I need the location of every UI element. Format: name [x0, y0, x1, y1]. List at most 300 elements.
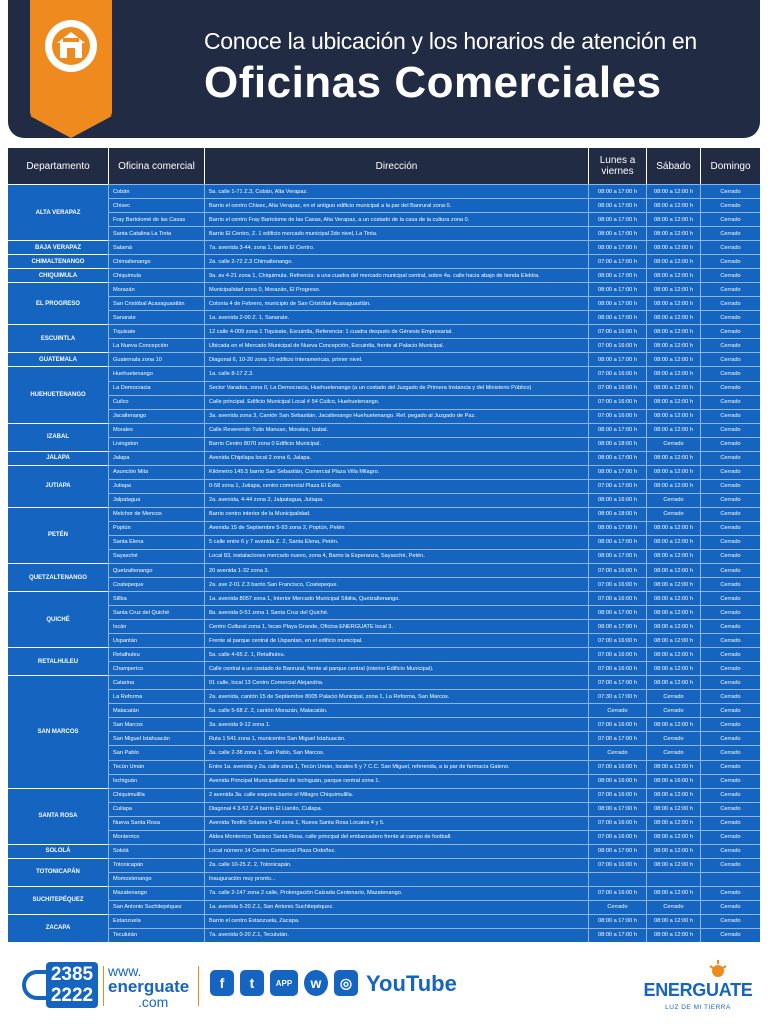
- office-name: Monterrico: [108, 830, 204, 844]
- office-name: Chiquimulilla: [108, 788, 204, 802]
- hours-saturday: 08:00 a 12:00 h: [646, 310, 700, 324]
- office-address: Calle central a un costado de Banrural, frente al parque central (interior Edificio Municipal).: [204, 661, 588, 675]
- hours-weekday: 08:00 a 17:00 h: [588, 352, 646, 366]
- office-address: Barrio el centro Chisec, Alta Verapaz, en el antiguo edificio municipal a la par del Banrural zona 0.: [204, 198, 588, 212]
- office-address: Entre 1a. avenida y 2a. calle zona 1, Tecún Umán, locales 6 y 7 C.C. San Miguel, referenda, a la par de farmacia Galeno.: [204, 760, 588, 774]
- office-name: Coatepeque: [108, 577, 204, 591]
- office-address: Sector Varados, zona 0, La Democracia, Huehuetenango (a un costado del Juzgado de Primera Instancia y del Ministerio Público): [204, 381, 588, 395]
- office-address: 5a. calle 1-71 Z.3, Cobán, Alta Verapaz.: [204, 184, 588, 198]
- website-link[interactable]: [108, 964, 189, 1009]
- hours-weekday: 07:00 a 16:00 h: [588, 858, 646, 872]
- hours-sunday: Cerrado: [700, 479, 760, 493]
- hours-weekday: 08:00 a 17:00 h: [588, 465, 646, 479]
- hours-saturday: 08:00 a 12:00 h: [646, 254, 700, 268]
- hours-weekday: Cerrado: [588, 745, 646, 759]
- facebook-icon[interactable]: f: [210, 970, 234, 996]
- energuate-logo: [640, 960, 756, 1020]
- office-address: Barrio Centro 8070 zona 0 Edificio Municipal.: [204, 437, 588, 451]
- office-address: 2 avenida 3a. calle esquina barrio el Milagro Chiquimulilla.: [204, 788, 588, 802]
- office-name: Morales: [108, 423, 204, 437]
- hours-sunday: Cerrado: [700, 493, 760, 507]
- hours-sunday: Cerrado: [700, 647, 760, 661]
- office-name: Jutiapa: [108, 479, 204, 493]
- col-departamento: Departamento: [26, 160, 90, 172]
- phone-top: 2385: [50, 964, 94, 985]
- dept-cell: CHIMALTENANGO: [8, 254, 108, 268]
- hours-weekday: 08:00 a 17:00 h: [588, 310, 646, 324]
- col-direccion: Dirección: [204, 148, 588, 184]
- hours-sunday: Cerrado: [700, 675, 760, 689]
- office-address: 7a. avenida 0-20 Z.1, Teculután.: [204, 928, 588, 942]
- office-address: Aldea Monterrico Taxisco Santa Rosa, calle principal del embarcadero frente al campo de football.: [204, 830, 588, 844]
- hours-weekday: 07:00 a 16:00 h: [588, 324, 646, 338]
- web-prefix: www.: [108, 963, 142, 979]
- dept-cell: QUETZALTENANGO: [8, 563, 108, 591]
- hours-weekday: 08:00 a 17:00 h: [588, 844, 646, 858]
- hours-sunday: Cerrado: [700, 381, 760, 395]
- office-name: Nueva Santa Rosa: [108, 816, 204, 830]
- hours-sunday: Cerrado: [700, 886, 760, 900]
- hours-weekday: 08:00 a 17:00 h: [588, 198, 646, 212]
- hours-saturday: Cerrado: [646, 437, 700, 451]
- dept-cell: RETALHULEU: [8, 647, 108, 675]
- sun-icon: [708, 960, 728, 982]
- office-address: 7a. avenida 3-44, zona 1, barrio El Centro.: [204, 240, 588, 254]
- hours-saturday: 08:00 a 12:00 h: [646, 633, 700, 647]
- office-name: Santa Elena: [108, 535, 204, 549]
- office-address: 9a. av 4-21 zona 1, Chiquimula. Refrencia: a una cuadra del mercado municipal central, sobre 4a. calle hacia abajo de tienda Elektra.: [204, 268, 588, 282]
- hours-saturday: 08:00 a 12:00 h: [646, 465, 700, 479]
- hours-saturday: 08:00 a 12:00 h: [646, 198, 700, 212]
- hours-weekday: 08:00 a 17:00 h: [588, 212, 646, 226]
- office-address: Barrio centro interior de la Municipalidad.: [204, 507, 588, 521]
- hours-saturday: 08:00 a 12:00 h: [646, 577, 700, 591]
- office-address: 5a. calle 4-65 Z. 1, Retalhuleu.: [204, 647, 588, 661]
- office-address: 2a. calle 2-72 Z.3 Chimaltenango.: [204, 254, 588, 268]
- office-name: Estanzuela: [108, 914, 204, 928]
- hours-weekday: 07:00 a 16:00 h: [588, 830, 646, 844]
- hours-sunday: Cerrado: [700, 296, 760, 310]
- hours-sunday: Cerrado: [700, 521, 760, 535]
- office-address: 12 calle 4-009 zona 1 Tiquisate, Escuintla, Referencia: 1 cuadra después de Génesis Empresarial.: [204, 324, 588, 338]
- office-address: Avenida 15 de Septiembre 5-93 zona 2, Poptún, Petén: [204, 521, 588, 535]
- hours-saturday: 08:00 a 12:00 h: [646, 830, 700, 844]
- hours-sunday: Cerrado: [700, 703, 760, 717]
- hours-saturday: 08:00 a 12:00 h: [646, 802, 700, 816]
- hours-saturday: 08:00 a 12:00 h: [646, 240, 700, 254]
- office-name: Jacaltenango: [108, 409, 204, 423]
- divider: [198, 966, 199, 1006]
- hours-weekday: 07:00 a 16:00 h: [588, 381, 646, 395]
- hours-weekday: 07:00 a 16:00 h: [588, 816, 646, 830]
- office-name: Quetzaltenango: [108, 563, 204, 577]
- hours-weekday: 08:00 a 17:00 h: [588, 549, 646, 563]
- hours-sunday: Cerrado: [700, 830, 760, 844]
- hours-weekday: 08:00 a 16:00 h: [588, 493, 646, 507]
- hours-saturday: 08:00 a 12:00 h: [646, 605, 700, 619]
- hours-weekday: 08:00 a 16:00 h: [588, 774, 646, 788]
- office-name: Ixcán: [108, 619, 204, 633]
- hours-sunday: Cerrado: [700, 282, 760, 296]
- office-name: Sanarate: [108, 310, 204, 324]
- hours-saturday: 08:00 a 12:00 h: [646, 395, 700, 409]
- phone-icon: [22, 970, 46, 1000]
- hours-saturday: 08:00 a 12:00 h: [646, 844, 700, 858]
- office-address: 3a. avenida zona 3, Cantón San Sebastián, Jacaltenango Huehuetenango. Ref. pegado al Juzgado de Paz.: [204, 409, 588, 423]
- hours-sunday: Cerrado: [700, 465, 760, 479]
- hours-saturday: 08:00 a 12:00 h: [646, 549, 700, 563]
- office-name: Chisec: [108, 198, 204, 212]
- hours-weekday: 07:00 a 17:00 h: [588, 675, 646, 689]
- hours-weekday: 08:00 a 17:00 h: [588, 226, 646, 240]
- office-address: Inauguración muy pronto...: [204, 872, 588, 886]
- office-name: Jalpatagua: [108, 493, 204, 507]
- office-name: Cuilapa: [108, 802, 204, 816]
- office-name: Fray Bartolomé de las Casas: [108, 212, 204, 226]
- office-name: Cuilco: [108, 395, 204, 409]
- hours-saturday: 08:00 a 12:00 h: [646, 268, 700, 282]
- hours-sunday: Cerrado: [700, 774, 760, 788]
- hours-sunday: Cerrado: [700, 395, 760, 409]
- office-address: Municipalidad zona 0, Morazán, El Progreso.: [204, 282, 588, 296]
- hours-weekday: 08:00 a 17:00 h: [588, 184, 646, 198]
- hours-sunday: Cerrado: [700, 184, 760, 198]
- office-name: Ixchiguán: [108, 774, 204, 788]
- hours-weekday: 08:00 a 17:00 h: [588, 296, 646, 310]
- hours-weekday: 07:00 a 16:00 h: [588, 886, 646, 900]
- office-name: Totonicapán: [108, 858, 204, 872]
- office-name: Sayaxché: [108, 549, 204, 563]
- office-name: La Nueva Concepción: [108, 338, 204, 352]
- office-name: Teculután: [108, 928, 204, 942]
- col-sabado: Sábado: [646, 148, 700, 184]
- hours-saturday: 08:00 a 12:00 h: [646, 226, 700, 240]
- hours-sunday: Cerrado: [700, 549, 760, 563]
- office-name: Guatemala zona 10: [108, 352, 204, 366]
- col-lunes-viernes: Lunes a viernes: [588, 148, 646, 184]
- hours-saturday: 08:00 a 12:00 h: [646, 760, 700, 774]
- hours-sunday: Cerrado: [700, 563, 760, 577]
- office-name: Santa Cruz del Quiché: [108, 605, 204, 619]
- hours-saturday: 08:00 a 12:00 h: [646, 886, 700, 900]
- office-address: 2a. avenida, 4-44 zona 2, Jalpatagua, Jutiapa.: [204, 493, 588, 507]
- hours-saturday: Cerrado: [646, 900, 700, 914]
- office-address: Local número 14 Centro Comercial Plaza Ordoñez.: [204, 844, 588, 858]
- hours-sunday: Cerrado: [700, 423, 760, 437]
- hours-saturday: 08:00 a 12:00 h: [646, 661, 700, 675]
- office-address: 7a. calle 2-147 zona 2 calle, Prolongación Calzada Centenario, Mazatenango.: [204, 886, 588, 900]
- office-name: Chimaltenango: [108, 254, 204, 268]
- hours-saturday: 08:00 a 12:00 h: [646, 212, 700, 226]
- app-icon[interactable]: APP: [270, 970, 298, 996]
- dept-cell: JUTIAPA: [8, 465, 108, 507]
- hours-saturday: 08:00 a 12:00 h: [646, 816, 700, 830]
- hours-sunday: Cerrado: [700, 451, 760, 465]
- hours-weekday: 08:00 a 17:00 h: [588, 619, 646, 633]
- hours-saturday: 08:00 a 12:00 h: [646, 563, 700, 577]
- hours-weekday: 07:00 a 16:00 h: [588, 633, 646, 647]
- divider: [103, 966, 104, 1006]
- hours-saturday: Cerrado: [646, 493, 700, 507]
- office-name: La Democracia: [108, 381, 204, 395]
- hours-saturday: 08:00 a 12:00 h: [646, 423, 700, 437]
- office-name: Melchor de Mencos: [108, 507, 204, 521]
- office-address: 3a. avenida 9-12 zona 1.: [204, 717, 588, 731]
- office-name: Malacatán: [108, 703, 204, 717]
- hours-sunday: Cerrado: [700, 914, 760, 928]
- hours-saturday: Cerrado: [646, 689, 700, 703]
- hours-weekday: 07:00 a 17:00 h: [588, 479, 646, 493]
- hours-sunday: Cerrado: [700, 717, 760, 731]
- hours-sunday: Cerrado: [700, 212, 760, 226]
- hours-weekday: 07:00 a 17:00 h: [588, 731, 646, 745]
- hours-weekday: 08:00 a 17:00 h: [588, 451, 646, 465]
- office-address: 0-58 zona 1, Jutiapa, centro comercial Plaza El Éxito.: [204, 479, 588, 493]
- brand-name: ENERGUATE: [643, 980, 753, 1000]
- hours-weekday: 08:00 a 17:00 h: [588, 928, 646, 942]
- office-name: Mazatenango: [108, 886, 204, 900]
- office-address: Local 83, instalaciones mercado nuevo, zona 4, Barrio la Esperanza, Sayaxché, Petén.: [204, 549, 588, 563]
- hours-sunday: Cerrado: [700, 900, 760, 914]
- office-name: La Reforma: [108, 689, 204, 703]
- hours-weekday: 08:00 a 17:00 h: [588, 914, 646, 928]
- footer: [0, 948, 768, 1024]
- hours-saturday: 08:00 a 12:00 h: [646, 451, 700, 465]
- hours-saturday: 08:00 a 12:00 h: [646, 352, 700, 366]
- dept-cell: PETÉN: [8, 507, 108, 563]
- hours-saturday: 08:00 a 16:00 h: [646, 774, 700, 788]
- hours-sunday: Cerrado: [700, 788, 760, 802]
- office-address: Ruta 1 541 zona 1, municentro San Miguel Ixtahuacán.: [204, 731, 588, 745]
- dept-cell: SANTA ROSA: [8, 788, 108, 844]
- hours-sunday: Cerrado: [700, 858, 760, 872]
- hours-saturday: Cerrado: [646, 703, 700, 717]
- hours-saturday: 08:00 a 12:00 h: [646, 324, 700, 338]
- dept-cell: GUATEMALA: [8, 352, 108, 366]
- hours-weekday: 07:00 a 16:00 h: [588, 717, 646, 731]
- office-name: Momostenango: [108, 872, 204, 886]
- hours-weekday: Cerrado: [588, 703, 646, 717]
- office-name: Santa Catalina La Tinta: [108, 226, 204, 240]
- hours-weekday: [588, 872, 646, 886]
- hours-sunday: Cerrado: [700, 409, 760, 423]
- hours-sunday: Cerrado: [700, 802, 760, 816]
- dept-cell: BAJA VERAPAZ: [8, 240, 108, 254]
- hours-weekday: 08:00 a 18:00 h: [588, 507, 646, 521]
- office-name: Asunción Mita: [108, 465, 204, 479]
- hours-sunday: Cerrado: [700, 268, 760, 282]
- hours-saturday: 08:00 a 12:00 h: [646, 619, 700, 633]
- office-name: San Cristóbal Acasaguastlán: [108, 296, 204, 310]
- hours-sunday: Cerrado: [700, 745, 760, 759]
- page-subtitle: Conoce la ubicación y los horarios de atención en: [204, 28, 697, 54]
- hours-weekday: 07:00 a 16:00 h: [588, 647, 646, 661]
- office-address: 2a. ave 2-01 Z.3 barrio San Francisco, Coatepeque.: [204, 577, 588, 591]
- hours-saturday: 08:00 a 12:00 h: [646, 647, 700, 661]
- hours-weekday: 07:00 a 16:00 h: [588, 395, 646, 409]
- office-location-icon: [30, 0, 112, 118]
- hours-weekday: 07:00 a 16:00 h: [588, 661, 646, 675]
- hours-saturday: 08:00 a 12:00 h: [646, 381, 700, 395]
- office-address: Barrio el centro Fray Bartolome de las Casas, Alta Verapaz, a un costado de la casa de la cultura zona 0.: [204, 212, 588, 226]
- office-address: 1a. avenida 8057 zona 1, Interior Mercado Municipal Sibilia, Quetzaltenango.: [204, 591, 588, 605]
- hours-saturday: 08:00 a 12:00 h: [646, 366, 700, 380]
- page-title: Oficinas Comerciales: [204, 58, 662, 107]
- hours-weekday: 08:00 a 17:00 h: [588, 268, 646, 282]
- table-header: [8, 148, 760, 184]
- hours-weekday: 08:00 a 17:00 h: [588, 535, 646, 549]
- office-name: San Marcos: [108, 717, 204, 731]
- office-address: 1a. avenida 2-00 Z. 1, Sanarate.: [204, 310, 588, 324]
- dept-cell: ZACAPA: [8, 914, 108, 942]
- office-address: Ubicada en el Mercado Municipal de Nueva Concepción, Escuintla, frente al Palacio Municipal.: [204, 338, 588, 352]
- header-banner: [8, 0, 760, 138]
- hours-weekday: 07:00 a 16:00 h: [588, 366, 646, 380]
- hours-saturday: 08:00 a 12:00 h: [646, 338, 700, 352]
- office-name: San Miguel Ixtahuacán: [108, 731, 204, 745]
- hours-saturday: 08:00 a 12:00 h: [646, 788, 700, 802]
- hours-sunday: Cerrado: [700, 352, 760, 366]
- hours-saturday: Cerrado: [646, 507, 700, 521]
- office-address: Diagonal 4 3-52 Z.4 barrio El Llanito, Cuilapa.: [204, 802, 588, 816]
- youtube-icon[interactable]: YouTube: [366, 971, 457, 996]
- hours-sunday: Cerrado: [700, 366, 760, 380]
- hours-weekday: 07:00 a 16:00 h: [588, 591, 646, 605]
- office-name: Chiquimula: [108, 268, 204, 282]
- hours-weekday: 07:00 a 16:00 h: [588, 563, 646, 577]
- twitter-icon[interactable]: t: [240, 970, 264, 996]
- hours-saturday: [646, 872, 700, 886]
- hours-weekday: 07:00 a 16:00 h: [588, 409, 646, 423]
- office-address: Kilómetro 145.5 barrio San Sebastián, Comercial Plaza Villa Milagro.: [204, 465, 588, 479]
- dept-cell: CHIQUIMULA: [8, 268, 108, 282]
- office-address: Colonia 4 de Febrero, municipio de San Cristóbal Acasaguastlán.: [204, 296, 588, 310]
- hours-saturday: 08:00 a 12:00 h: [646, 479, 700, 493]
- hours-weekday: 07:00 a 16:00 h: [588, 577, 646, 591]
- office-address: Barrio el centro Estanzuela, Zacapa.: [204, 914, 588, 928]
- hours-saturday: 08:00 a 12:00 h: [646, 675, 700, 689]
- hours-sunday: Cerrado: [700, 928, 760, 942]
- hours-saturday: 08:00 a 12:00 h: [646, 296, 700, 310]
- dept-cell: SOLOLÁ: [8, 844, 108, 858]
- hours-weekday: 08:00 a 17:00 h: [588, 605, 646, 619]
- web-domain: energuate: [108, 977, 190, 996]
- hours-saturday: 08:00 a 12:00 h: [646, 521, 700, 535]
- hours-sunday: Cerrado: [700, 689, 760, 703]
- hours-sunday: Cerrado: [700, 198, 760, 212]
- hours-saturday: 08:00 a 12:00 h: [646, 535, 700, 549]
- brand-tagline: LUZ DE MI TIERRA: [665, 1004, 731, 1011]
- instagram-icon[interactable]: ◎: [334, 970, 358, 996]
- office-address: 20 avenida 1-32 zona 3.: [204, 563, 588, 577]
- office-name: Poptún: [108, 521, 204, 535]
- office-name: Cobán: [108, 184, 204, 198]
- hours-weekday: 07:00 a 16:00 h: [588, 760, 646, 774]
- dept-cell: ALTA VERAPAZ: [8, 184, 108, 240]
- hours-sunday: Cerrado: [700, 226, 760, 240]
- hours-saturday: 08:00 a 12:00 h: [646, 717, 700, 731]
- hours-weekday: 07:30 a 17:00 h: [588, 689, 646, 703]
- dept-cell: SUCHITEPÉQUEZ: [8, 886, 108, 914]
- office-address: 1a. calle 8-17 Z.3.: [204, 366, 588, 380]
- office-name: Huehuetenango: [108, 366, 204, 380]
- office-address: 1a. avenida 5-20 Z.1, San Antonio Suchitepéquez.: [204, 900, 588, 914]
- office-name: Livingston: [108, 437, 204, 451]
- office-address: Calle principal. Edificio Municipal Local # 54 Cuilco, Huehuetenango.: [204, 395, 588, 409]
- hours-sunday: Cerrado: [700, 254, 760, 268]
- hours-weekday: 08:00 a 17:00 h: [588, 802, 646, 816]
- hours-sunday: Cerrado: [700, 507, 760, 521]
- office-address: 2a. calle 10-25 Z. 2, Totonicapán.: [204, 858, 588, 872]
- office-name: Retalhuleu: [108, 647, 204, 661]
- web-suffix: .com: [138, 994, 169, 1010]
- hours-saturday: Cerrado: [646, 745, 700, 759]
- hours-saturday: 08:00 a 12:00 h: [646, 858, 700, 872]
- hours-sunday: Cerrado: [700, 816, 760, 830]
- dept-cell: SAN MARCOS: [8, 675, 108, 787]
- office-address: 5a. calle 5-68 Z. 2, cantón Morazán, Malacatán.: [204, 703, 588, 717]
- dept-cell: IZABAL: [8, 423, 108, 451]
- hours-saturday: 08:00 a 12:00 h: [646, 914, 700, 928]
- hours-sunday: [700, 872, 760, 886]
- hours-saturday: 08:00 a 12:00 h: [646, 591, 700, 605]
- hours-weekday: 08:00 a 17:00 h: [588, 423, 646, 437]
- hours-saturday: 08:00 a 12:00 h: [646, 184, 700, 198]
- hours-weekday: Cerrado: [588, 900, 646, 914]
- phone-bottom: 2222: [50, 985, 94, 1006]
- dept-cell: QUICHÉ: [8, 591, 108, 647]
- hours-weekday: 08:00 a 17:00 h: [588, 282, 646, 296]
- hours-sunday: Cerrado: [700, 338, 760, 352]
- hours-sunday: Cerrado: [700, 619, 760, 633]
- hours-sunday: Cerrado: [700, 310, 760, 324]
- dept-cell: EL PROGRESO: [8, 282, 108, 324]
- office-name: Sillba: [108, 591, 204, 605]
- office-address: 2a. avenida, cantón 15 de Septiembre 8005 Palacio Municipal, zona 1, La Reforma, San Marcos.: [204, 689, 588, 703]
- col-domingo: Domingo: [700, 148, 760, 184]
- office-address: Avenida Chipilapa local 2 zona 6, Jalapa.: [204, 451, 588, 465]
- hours-sunday: Cerrado: [700, 605, 760, 619]
- office-address: Frente al parque central de Uspantan, en el edificio municipal.: [204, 633, 588, 647]
- whatsapp-icon[interactable]: w: [304, 970, 328, 996]
- dept-cell: TOTONICAPÁN: [8, 858, 108, 886]
- office-name: Tiquisate: [108, 324, 204, 338]
- office-name: Sololá: [108, 844, 204, 858]
- office-name: Uspantán: [108, 633, 204, 647]
- office-address: 01 calle, local 13 Centro Comercial Alejandria.: [204, 675, 588, 689]
- hours-weekday: 08:00 a 17:00 h: [588, 521, 646, 535]
- hours-saturday: 08:00 a 12:00 h: [646, 928, 700, 942]
- hours-sunday: Cerrado: [700, 731, 760, 745]
- office-address: Calle Reverendo Tulio Manuso, Morales, Izabal.: [204, 423, 588, 437]
- hours-sunday: Cerrado: [700, 633, 760, 647]
- hours-weekday: 08:00 a 17:00 h: [588, 240, 646, 254]
- hours-saturday: Cerrado: [646, 731, 700, 745]
- phone-number[interactable]: [22, 962, 98, 1008]
- office-name: Salamá: [108, 240, 204, 254]
- hours-sunday: Cerrado: [700, 577, 760, 591]
- office-address: 5 calle entre 6 y 7 avenida Z. 2, Santa Elena, Petén.: [204, 535, 588, 549]
- dept-cell: JALAPA: [8, 451, 108, 465]
- office-name: Champerico: [108, 661, 204, 675]
- hours-weekday: 08:00 a 18:00 h: [588, 437, 646, 451]
- hours-saturday: 08:00 a 12:00 h: [646, 409, 700, 423]
- office-address: Diagonal 6, 10-20 zona 10 edificio Interamericas, primer nivel.: [204, 352, 588, 366]
- dept-cell: HUEHUETENANGO: [8, 366, 108, 422]
- hours-sunday: Cerrado: [700, 844, 760, 858]
- office-name: Catarina: [108, 675, 204, 689]
- hours-weekday: 07:00 a 16:00 h: [588, 788, 646, 802]
